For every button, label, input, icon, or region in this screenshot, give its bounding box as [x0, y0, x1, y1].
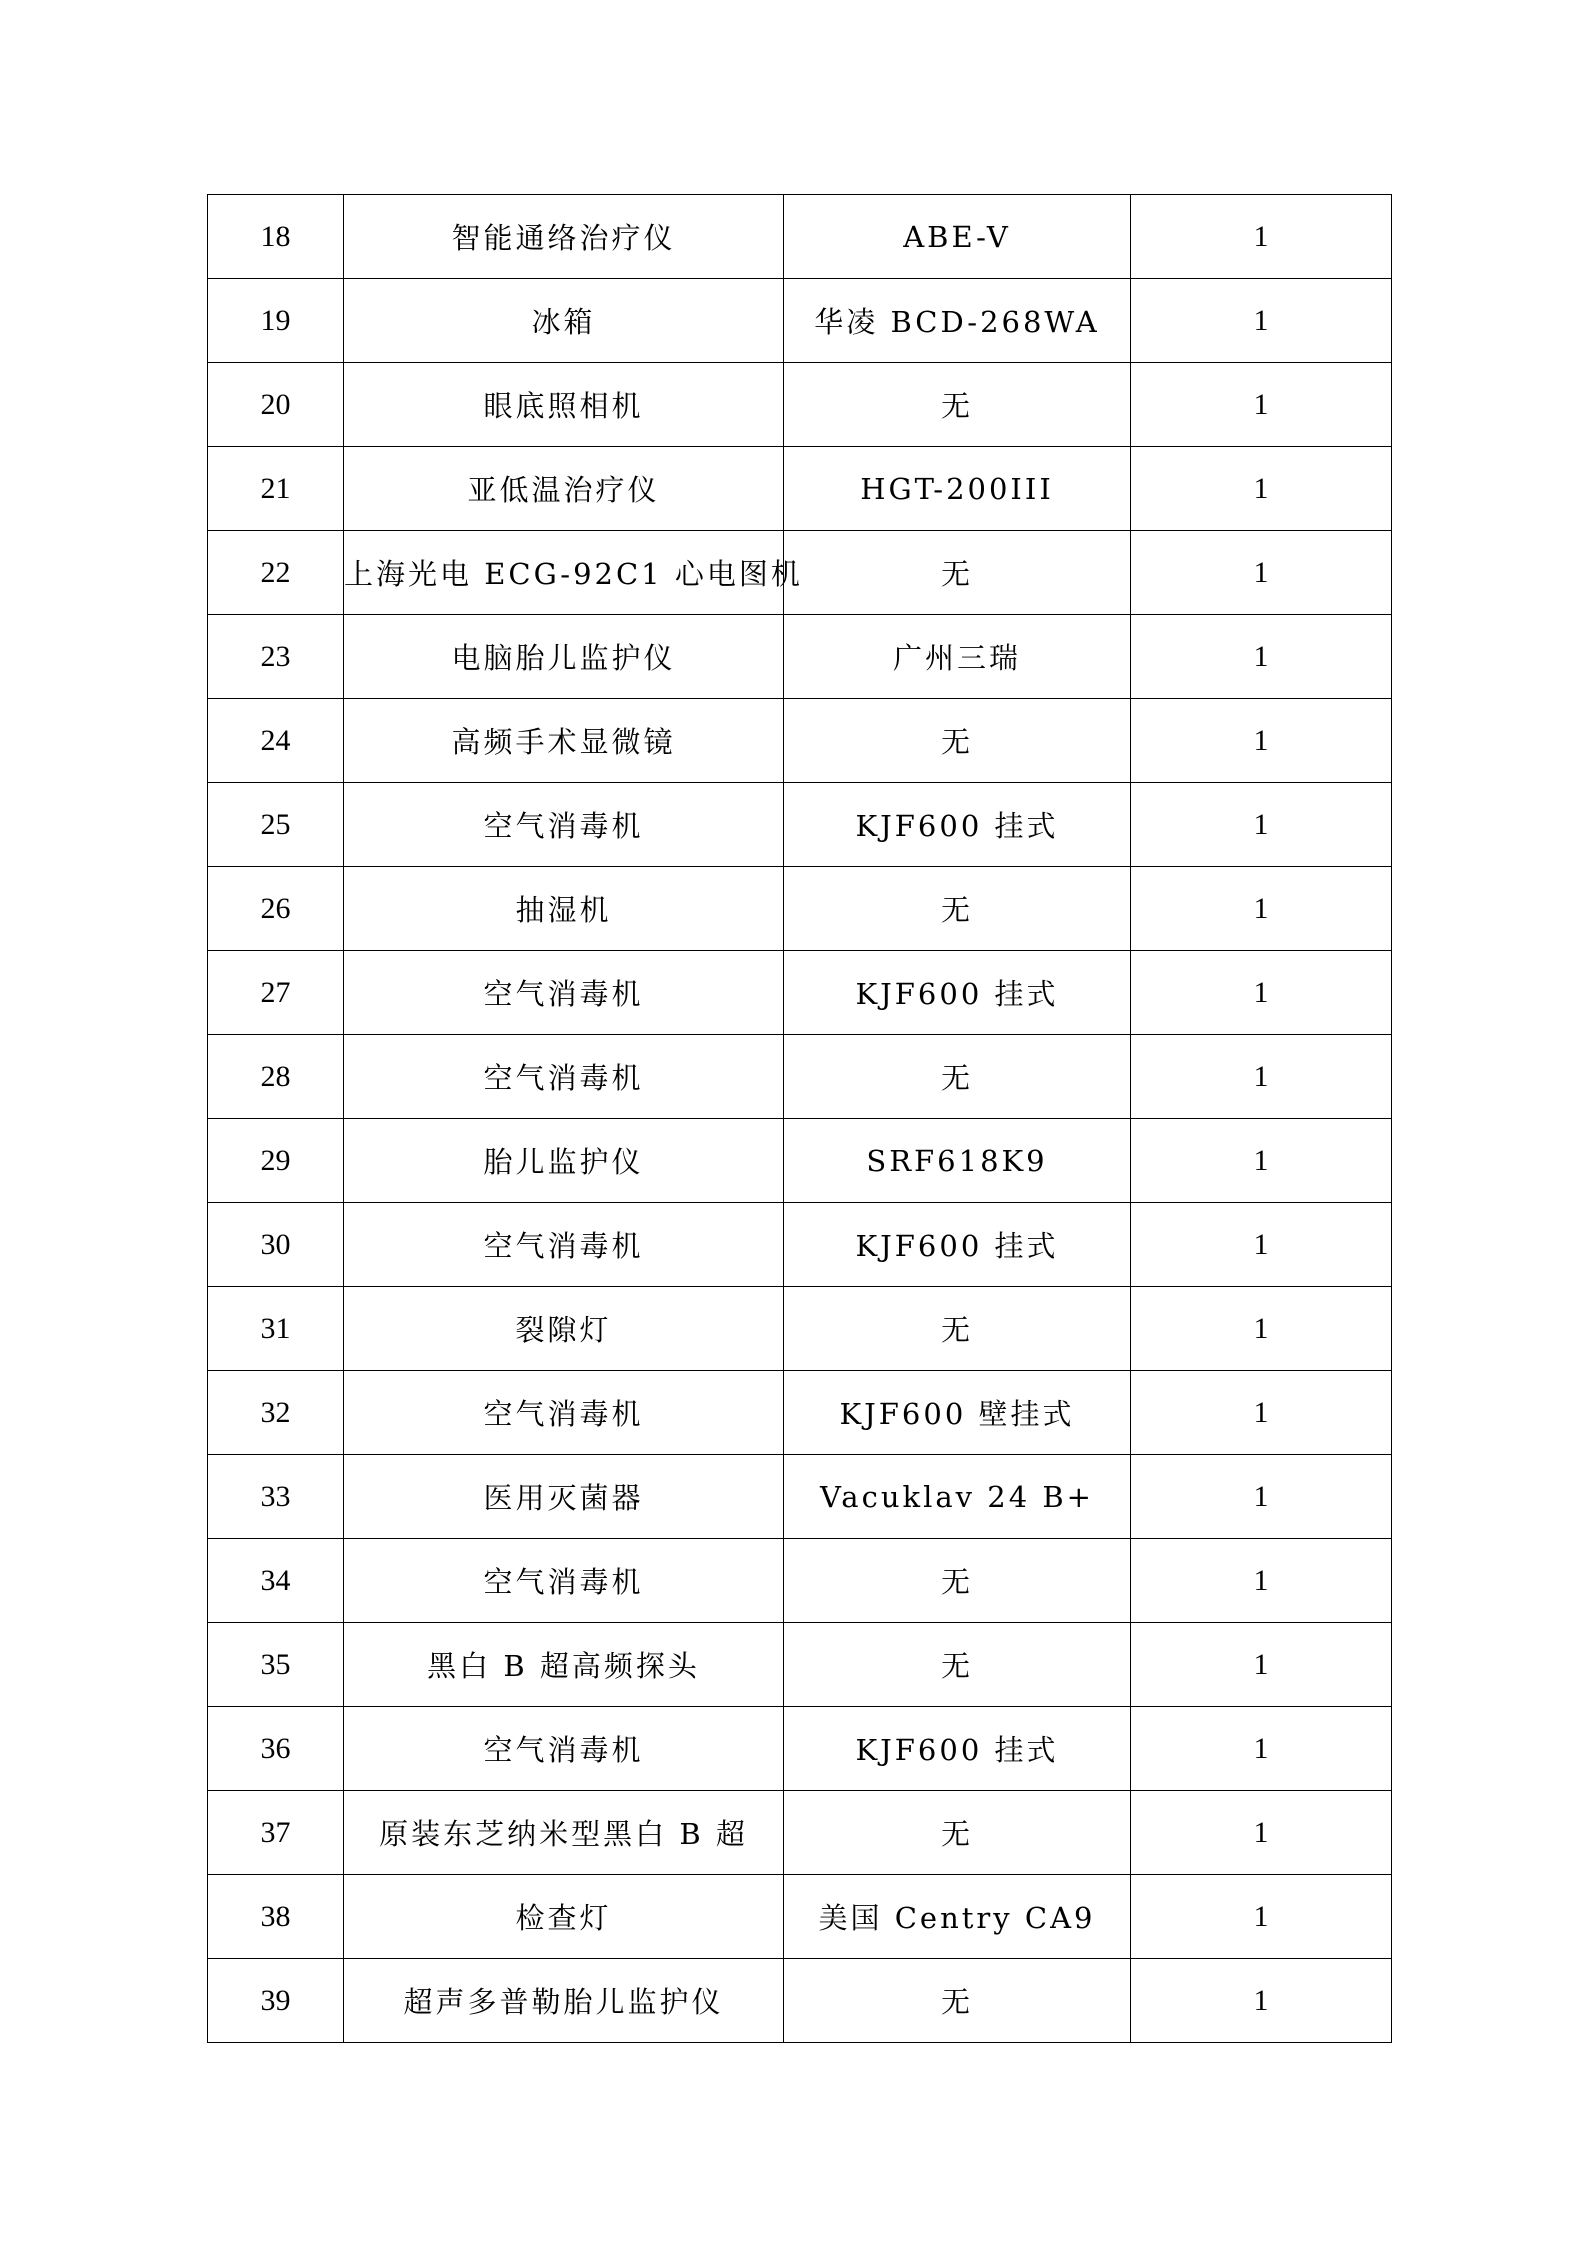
equipment-quantity: 1 [1131, 1035, 1392, 1119]
equipment-model: 无 [784, 699, 1131, 783]
equipment-model: KJF600 挂式 [784, 1203, 1131, 1287]
row-number: 23 [208, 615, 344, 699]
equipment-table [207, 194, 1392, 2043]
equipment-quantity: 1 [1131, 1539, 1392, 1623]
equipment-model: 无 [784, 867, 1131, 951]
equipment-model: 华凌 BCD-268WA [784, 279, 1131, 363]
equipment-quantity: 1 [1131, 1455, 1392, 1539]
equipment-name: 高频手术显微镜 [344, 699, 784, 783]
equipment-quantity: 1 [1131, 1875, 1392, 1959]
table-row [208, 699, 1392, 783]
row-number: 38 [208, 1875, 344, 1959]
row-number: 27 [208, 951, 344, 1035]
row-number: 31 [208, 1287, 344, 1371]
equipment-name: 抽湿机 [344, 867, 784, 951]
equipment-name: 智能通络治疗仪 [344, 195, 784, 279]
row-number: 32 [208, 1371, 344, 1455]
equipment-name: 眼底照相机 [344, 363, 784, 447]
equipment-name: 冰箱 [344, 279, 784, 363]
row-number: 22 [208, 531, 344, 615]
equipment-model: 无 [784, 1539, 1131, 1623]
equipment-quantity: 1 [1131, 1623, 1392, 1707]
table-row [208, 1203, 1392, 1287]
row-number: 24 [208, 699, 344, 783]
equipment-model: Vacuklav 24 B+ [784, 1455, 1131, 1539]
table-row [208, 1119, 1392, 1203]
table-row [208, 783, 1392, 867]
row-number: 21 [208, 447, 344, 531]
equipment-quantity: 1 [1131, 531, 1392, 615]
row-number: 25 [208, 783, 344, 867]
equipment-quantity: 1 [1131, 447, 1392, 531]
equipment-name: 空气消毒机 [344, 1371, 784, 1455]
equipment-quantity: 1 [1131, 699, 1392, 783]
equipment-model: KJF600 壁挂式 [784, 1371, 1131, 1455]
row-number: 19 [208, 279, 344, 363]
equipment-name: 医用灭菌器 [344, 1455, 784, 1539]
table-row [208, 531, 1392, 615]
equipment-quantity: 1 [1131, 1707, 1392, 1791]
equipment-name: 黑白 B 超高频探头 [344, 1623, 784, 1707]
table-row [208, 1371, 1392, 1455]
table-row [208, 867, 1392, 951]
equipment-name: 空气消毒机 [344, 1707, 784, 1791]
row-number: 37 [208, 1791, 344, 1875]
equipment-quantity: 1 [1131, 1203, 1392, 1287]
equipment-model: 无 [784, 363, 1131, 447]
table-row [208, 1287, 1392, 1371]
equipment-model: 广州三瑞 [784, 615, 1131, 699]
equipment-name: 空气消毒机 [344, 1539, 784, 1623]
table-row [208, 1455, 1392, 1539]
equipment-name: 上海光电 ECG-92C1 心电图机 [344, 531, 784, 615]
table-row [208, 1623, 1392, 1707]
equipment-model: 无 [784, 1791, 1131, 1875]
row-number: 33 [208, 1455, 344, 1539]
row-number: 36 [208, 1707, 344, 1791]
equipment-name: 空气消毒机 [344, 951, 784, 1035]
row-number: 30 [208, 1203, 344, 1287]
equipment-name: 检查灯 [344, 1875, 784, 1959]
row-number: 29 [208, 1119, 344, 1203]
table-row [208, 1539, 1392, 1623]
equipment-quantity: 1 [1131, 783, 1392, 867]
table-row [208, 1875, 1392, 1959]
equipment-model: SRF618K9 [784, 1119, 1131, 1203]
equipment-quantity: 1 [1131, 615, 1392, 699]
row-number: 28 [208, 1035, 344, 1119]
row-number: 39 [208, 1959, 344, 2043]
equipment-model: 无 [784, 1035, 1131, 1119]
equipment-model: KJF600 挂式 [784, 783, 1131, 867]
equipment-model: 无 [784, 1623, 1131, 1707]
equipment-quantity: 1 [1131, 951, 1392, 1035]
equipment-model: HGT-200III [784, 447, 1131, 531]
equipment-name: 胎儿监护仪 [344, 1119, 784, 1203]
table-row [208, 363, 1392, 447]
equipment-quantity: 1 [1131, 1119, 1392, 1203]
equipment-quantity: 1 [1131, 363, 1392, 447]
row-number: 20 [208, 363, 344, 447]
equipment-model: KJF600 挂式 [784, 1707, 1131, 1791]
row-number: 26 [208, 867, 344, 951]
table-row [208, 1707, 1392, 1791]
table-row [208, 279, 1392, 363]
equipment-name: 空气消毒机 [344, 1203, 784, 1287]
equipment-quantity: 1 [1131, 867, 1392, 951]
equipment-name: 电脑胎儿监护仪 [344, 615, 784, 699]
row-number: 34 [208, 1539, 344, 1623]
row-number: 35 [208, 1623, 344, 1707]
equipment-quantity: 1 [1131, 1371, 1392, 1455]
row-number: 18 [208, 195, 344, 279]
table-row [208, 1791, 1392, 1875]
equipment-model: 无 [784, 1287, 1131, 1371]
table-row [208, 951, 1392, 1035]
equipment-model: ABE-V [784, 195, 1131, 279]
table-row [208, 195, 1392, 279]
equipment-name: 超声多普勒胎儿监护仪 [344, 1959, 784, 2043]
table-row [208, 447, 1392, 531]
equipment-quantity: 1 [1131, 1791, 1392, 1875]
equipment-model: 美国 Centry CA9 [784, 1875, 1131, 1959]
equipment-quantity: 1 [1131, 1959, 1392, 2043]
equipment-name: 空气消毒机 [344, 783, 784, 867]
table-row [208, 1035, 1392, 1119]
equipment-quantity: 1 [1131, 279, 1392, 363]
equipment-model: KJF600 挂式 [784, 951, 1131, 1035]
equipment-model: 无 [784, 1959, 1131, 2043]
equipment-name: 原装东芝纳米型黑白 B 超 [344, 1791, 784, 1875]
table-row [208, 1959, 1392, 2043]
equipment-name: 亚低温治疗仪 [344, 447, 784, 531]
equipment-name: 裂隙灯 [344, 1287, 784, 1371]
equipment-model: 无 [784, 531, 1131, 615]
table-row [208, 615, 1392, 699]
equipment-quantity: 1 [1131, 195, 1392, 279]
equipment-name: 空气消毒机 [344, 1035, 784, 1119]
table-body [208, 195, 1392, 2043]
equipment-quantity: 1 [1131, 1287, 1392, 1371]
